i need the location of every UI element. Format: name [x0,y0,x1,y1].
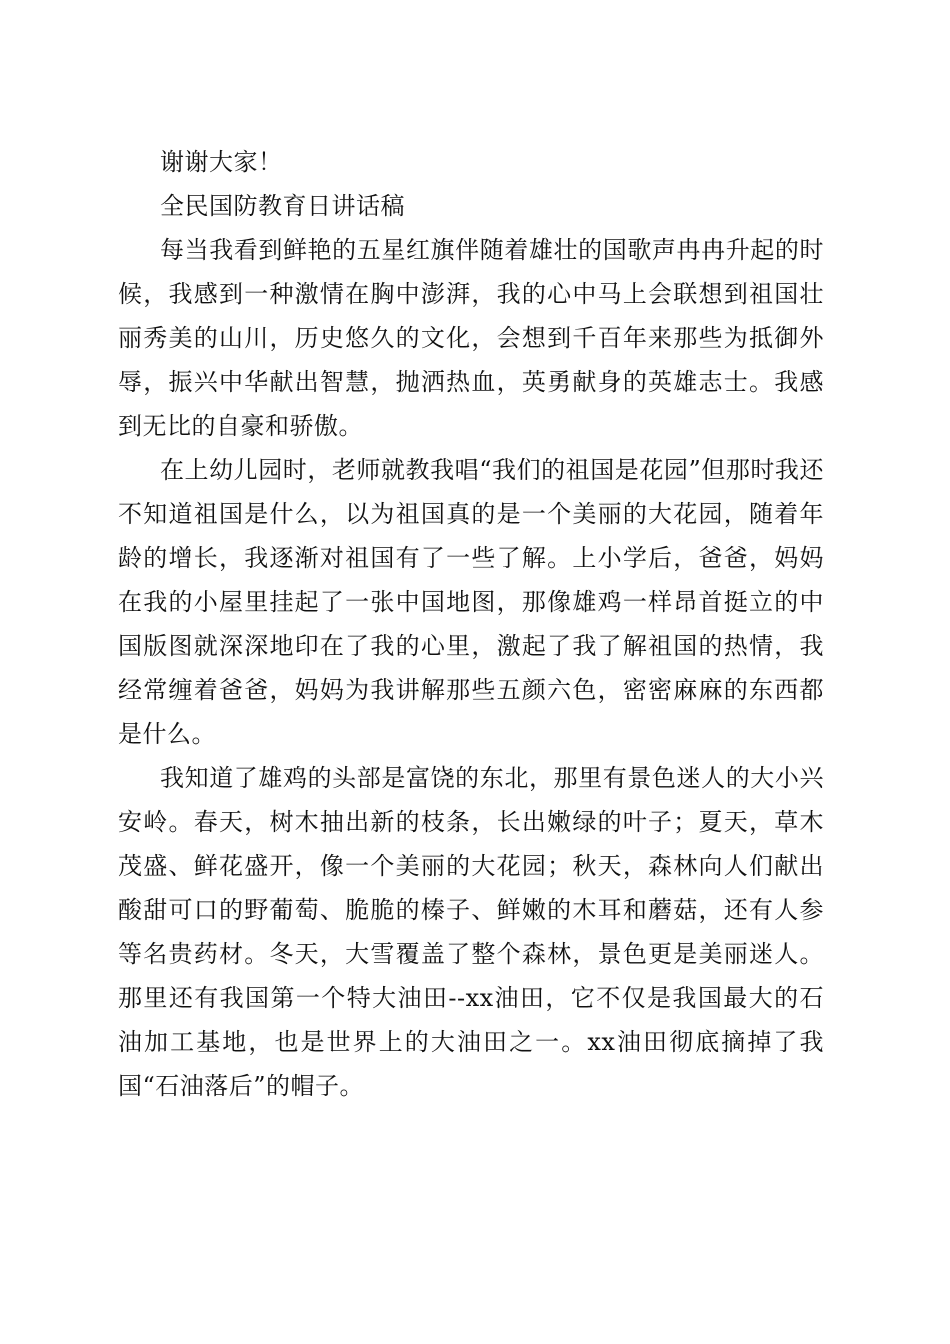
paragraph-2: 在上幼儿园时，老师就教我唱“我们的祖国是花园”但那时我还不知道祖国是什么，以为祖国真的是一个美丽的大花园，随着年龄的增长，我逐渐对祖国有了一些了解。上小学后，爸爸，妈妈在我的小屋里挂起了一张中国地图，那像雄鸡一样昂首挺立的中国版图就深深地印在了我的心里，激起了我了解祖国的热情，我经常缠着爸爸，妈妈为我讲解那些五颜六色，密密麻麻的东西都是什么。 [118,456,824,748]
speech-title: 全民国防教育日讲话稿 [160,192,405,220]
document-body [118,140,824,1108]
paragraph-3: 我知道了雄鸡的头部是富饶的东北，那里有景色迷人的大小兴安岭。春天，树木抽出新的枝条，长出嫩绿的叶子；夏天，草木茂盛、鲜花盛开，像一个美丽的大花园；秋天，森林向人们献出酸甜可口的野葡萄、脆脆的榛子、鲜嫩的木耳和蘑菇，还有人参等名贵药材。冬天，大雪覆盖了整个森林，景色更是美丽迷人。那里还有我国第一个特大油田--xx油田，它不仅是我国最大的石油加工基地，也是世界上的大油田之一。xx油田彻底摘掉了我国“石油落后”的帽子。 [118,764,824,1100]
paragraph-1: 每当我看到鲜艳的五星红旗伴随着雄壮的国歌声冉冉升起的时候，我感到一种激情在胸中澎湃，我的心中马上会联想到祖国壮丽秀美的山川，历史悠久的文化，会想到千百年来那些为抵御外辱，振兴中华献出智慧，抛洒热血，英勇献身的英雄志士。我感到无比的自豪和骄傲。 [118,236,824,440]
closing-line: 谢谢大家！ [160,148,283,176]
